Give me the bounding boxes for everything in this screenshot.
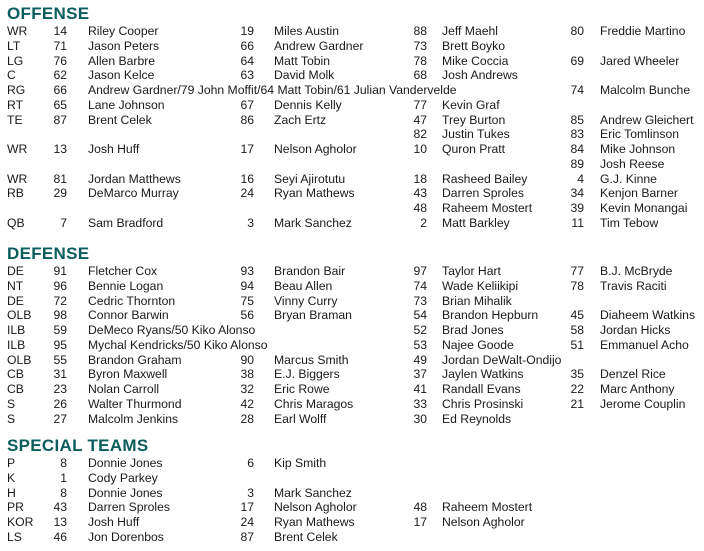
- player-2: Bryan Braman: [274, 308, 352, 323]
- player-3: Wade Keliikipi: [442, 278, 519, 293]
- jersey-4: 85: [570, 112, 584, 127]
- player-1: Jason Peters: [88, 38, 160, 53]
- player-4: Jordan Hicks: [600, 323, 671, 337]
- player-1: Malcolm Jenkins: [88, 411, 179, 426]
- jersey-4: 83: [570, 127, 584, 142]
- player-2: Ryan Mathews: [274, 186, 355, 201]
- player-3: Chris Prosinski: [442, 396, 524, 411]
- player-1: Josh Huff: [88, 142, 140, 156]
- player-4: Denzel Rice: [600, 367, 666, 382]
- jersey-3: 10: [413, 142, 427, 156]
- player-2: Ryan Mathews: [274, 515, 355, 529]
- player-3: Randall Evans: [442, 382, 521, 396]
- jersey-4: 35: [570, 367, 584, 382]
- player-3: Raheem Mostert: [442, 500, 533, 515]
- player-1: Andrew Gardner/79 John Moffit/64 Matt Tobin/61 Julian Vandervelde: [88, 83, 457, 97]
- jersey-2: 66: [240, 38, 254, 53]
- jersey-3: 54: [413, 308, 427, 323]
- jersey-2: 19: [240, 24, 254, 38]
- jersey-4: 77: [570, 264, 584, 278]
- player-2: E.J. Biggers: [274, 367, 340, 382]
- jersey-2: 3: [247, 215, 254, 230]
- player-1: Mychal Kendricks/50 Kiko Alonso: [88, 337, 268, 352]
- jersey-1: 91: [53, 264, 67, 278]
- player-1: Allen Barbre: [88, 53, 156, 68]
- player-3: Ed Reynolds: [442, 411, 512, 426]
- jersey-1: 71: [53, 38, 67, 53]
- jersey-2: 56: [240, 308, 254, 323]
- jersey-2: 75: [240, 293, 254, 308]
- position: S: [7, 411, 16, 426]
- player-1: Jason Kelce: [88, 68, 155, 83]
- player-1: Jordan Matthews: [88, 171, 181, 186]
- player-4: Tim Tebow: [600, 215, 659, 230]
- jersey-3: 33: [413, 396, 427, 411]
- jersey-4: 58: [570, 323, 584, 337]
- player-2: Nelson Agholor: [274, 500, 357, 515]
- jersey-4: 45: [570, 308, 584, 323]
- jersey-2: 90: [240, 352, 254, 367]
- position: WR: [7, 171, 28, 186]
- player-1: Brandon Graham: [88, 352, 182, 367]
- player-3: Rasheed Bailey: [442, 171, 528, 186]
- position: CB: [7, 382, 24, 396]
- jersey-3: 43: [413, 186, 427, 201]
- player-4: Emmanuel Acho: [600, 337, 689, 352]
- player-3: Brian Mihalik: [442, 293, 512, 308]
- player-1: Lane Johnson: [88, 97, 165, 112]
- player-1: Cedric Thornton: [88, 293, 176, 308]
- jersey-2: 63: [240, 68, 254, 83]
- jersey-1: 26: [53, 396, 67, 411]
- player-1: Darren Sproles: [88, 500, 170, 515]
- jersey-4: 4: [577, 171, 584, 186]
- position: OLB: [7, 352, 32, 367]
- jersey-4: 21: [570, 396, 584, 411]
- jersey-1: 95: [53, 337, 67, 352]
- jersey-1: 7: [60, 215, 67, 230]
- jersey-4: 84: [570, 142, 584, 156]
- player-3: Najee Goode: [442, 337, 514, 352]
- position: K: [7, 470, 16, 485]
- jersey-2: 38: [240, 367, 254, 382]
- position: RT: [7, 97, 24, 112]
- jersey-2: 94: [240, 278, 254, 293]
- player-3: Nelson Agholor: [442, 515, 525, 529]
- position: DE: [7, 293, 24, 308]
- jersey-3: 48: [413, 500, 427, 515]
- jersey-1: 23: [53, 382, 67, 396]
- player-3: Brett Boyko: [442, 38, 505, 53]
- jersey-3: 37: [413, 367, 427, 382]
- position: WR: [7, 142, 28, 156]
- player-4: Marc Anthony: [600, 382, 675, 396]
- player-1: Riley Cooper: [88, 24, 159, 38]
- jersey-2: 86: [240, 112, 254, 127]
- jersey-3: 48: [413, 201, 427, 215]
- jersey-1: 65: [53, 97, 67, 112]
- player-4: Kevin Monangai: [600, 201, 688, 215]
- jersey-2: 6: [247, 456, 254, 470]
- jersey-4: 39: [570, 201, 584, 215]
- position: ILB: [7, 337, 26, 352]
- player-1: Walter Thurmond: [88, 396, 182, 411]
- jersey-4: 69: [570, 53, 584, 68]
- player-2: Vinny Curry: [274, 293, 338, 308]
- player-4: Jared Wheeler: [600, 53, 680, 68]
- jersey-4: 80: [570, 24, 584, 38]
- player-3: Josh Andrews: [442, 68, 518, 83]
- jersey-1: 98: [53, 308, 67, 323]
- player-2: Seyi Ajirotutu: [274, 171, 346, 186]
- player-2: Mark Sanchez: [274, 215, 352, 230]
- position: TE: [7, 112, 23, 127]
- player-3: Mike Coccia: [442, 53, 509, 68]
- player-2: Chris Maragos: [274, 396, 354, 411]
- player-3: Matt Barkley: [442, 215, 510, 230]
- position: PR: [7, 500, 24, 515]
- jersey-1: 76: [53, 53, 67, 68]
- jersey-3: 53: [413, 337, 427, 352]
- player-4: G.J. Kinne: [600, 171, 657, 186]
- player-3: Jeff Maehl: [442, 24, 499, 38]
- jersey-1: 62: [53, 68, 67, 83]
- jersey-3: 97: [413, 264, 427, 278]
- section-title: DEFENSE: [7, 244, 90, 263]
- jersey-2: 3: [247, 485, 254, 500]
- jersey-1: 27: [53, 411, 67, 426]
- player-1: Fletcher Cox: [88, 264, 158, 278]
- player-4: B.J. McBryde: [600, 264, 673, 278]
- jersey-4: 11: [571, 215, 584, 230]
- jersey-2: 64: [240, 53, 254, 68]
- player-2: Brandon Bair: [274, 264, 346, 278]
- jersey-3: 88: [413, 24, 427, 38]
- jersey-3: 78: [413, 53, 427, 68]
- player-1: Nolan Carroll: [88, 382, 160, 396]
- jersey-1: 59: [53, 323, 67, 337]
- jersey-3: 18: [413, 171, 427, 186]
- jersey-2: 87: [240, 529, 254, 544]
- player-1: Sam Bradford: [88, 215, 164, 230]
- player-2: Eric Rowe: [274, 382, 330, 396]
- player-1: Byron Maxwell: [88, 367, 168, 382]
- player-4: Josh Reese: [600, 156, 665, 171]
- player-1: DeMeco Ryans/50 Kiko Alonso: [88, 323, 256, 337]
- jersey-1: 13: [53, 142, 67, 156]
- jersey-2: 67: [240, 97, 254, 112]
- jersey-1: 13: [53, 515, 67, 529]
- player-4: Mike Johnson: [600, 142, 676, 156]
- position: OLB: [7, 308, 32, 323]
- jersey-4: 34: [570, 186, 584, 201]
- player-4: Andrew Gleichert: [600, 112, 694, 127]
- position: C: [7, 68, 16, 83]
- player-3: Quron Pratt: [442, 142, 505, 156]
- jersey-1: 29: [53, 186, 67, 201]
- position: S: [7, 396, 16, 411]
- jersey-1: 81: [53, 171, 67, 186]
- position: LT: [7, 38, 21, 53]
- jersey-3: 52: [413, 323, 427, 337]
- jersey-4: 89: [570, 156, 584, 171]
- jersey-4: 22: [570, 382, 584, 396]
- player-2: Matt Tobin: [274, 53, 331, 68]
- player-3: Trey Burton: [442, 112, 506, 127]
- player-2: Zach Ertz: [274, 112, 327, 127]
- jersey-1: 96: [53, 278, 67, 293]
- jersey-1: 1: [60, 470, 67, 485]
- jersey-2: 16: [240, 171, 254, 186]
- jersey-3: 41: [413, 382, 427, 396]
- jersey-3: 73: [413, 293, 427, 308]
- position: WR: [7, 24, 28, 38]
- jersey-3: 74: [413, 278, 427, 293]
- player-1: Jon Dorenbos: [88, 529, 164, 544]
- jersey-4: 51: [570, 337, 584, 352]
- player-1: Josh Huff: [88, 515, 140, 529]
- position: ILB: [7, 323, 26, 337]
- player-2: Nelson Agholor: [274, 142, 357, 156]
- player-2: Mark Sanchez: [274, 485, 352, 500]
- position: QB: [7, 215, 25, 230]
- jersey-3: 17: [413, 515, 427, 529]
- player-3: Taylor Hart: [442, 264, 501, 278]
- player-3: Raheem Mostert: [442, 201, 533, 215]
- jersey-1: 87: [53, 112, 67, 127]
- position: RG: [7, 83, 26, 97]
- jersey-2: 17: [240, 500, 254, 515]
- section-title: SPECIAL TEAMS: [7, 436, 149, 455]
- player-3: Jordan DeWalt-Ondijo: [442, 352, 562, 367]
- player-2: Kip Smith: [274, 456, 327, 470]
- jersey-3: 77: [413, 97, 427, 112]
- jersey-1: 8: [60, 456, 67, 470]
- position: LG: [7, 53, 24, 68]
- jersey-1: 66: [53, 83, 67, 97]
- jersey-4: 74: [570, 83, 584, 97]
- position: KOR: [7, 515, 34, 529]
- section-title: OFFENSE: [7, 4, 90, 23]
- player-2: Marcus Smith: [274, 352, 349, 367]
- player-4: Freddie Martino: [600, 24, 686, 38]
- player-4: Travis Raciti: [600, 278, 667, 293]
- jersey-2: 93: [240, 264, 254, 278]
- player-3: Kevin Graf: [442, 97, 500, 112]
- player-2: Earl Wolff: [274, 411, 327, 426]
- player-2: Brent Celek: [274, 529, 338, 544]
- jersey-2: 17: [240, 142, 254, 156]
- player-4: Jerome Couplin: [600, 396, 686, 411]
- jersey-1: 46: [53, 529, 67, 544]
- player-1: Cody Parkey: [88, 470, 158, 485]
- jersey-1: 43: [53, 500, 67, 515]
- jersey-1: 55: [53, 352, 67, 367]
- player-2: Dennis Kelly: [274, 97, 342, 112]
- jersey-1: 72: [53, 293, 67, 308]
- player-4: Eric Tomlinson: [600, 127, 680, 142]
- player-3: Justin Tukes: [442, 127, 510, 142]
- player-4: Kenjon Barner: [600, 186, 678, 201]
- position: DE: [7, 264, 24, 278]
- jersey-3: 47: [413, 112, 427, 127]
- jersey-2: 24: [240, 515, 254, 529]
- jersey-3: 2: [420, 215, 427, 230]
- player-4: Diaheem Watkins: [600, 308, 696, 323]
- position: LS: [7, 529, 22, 544]
- player-1: Donnie Jones: [88, 456, 163, 470]
- jersey-2: 42: [240, 396, 254, 411]
- player-3: Brandon Hepburn: [442, 308, 539, 323]
- player-2: David Molk: [274, 68, 335, 83]
- jersey-1: 14: [53, 24, 67, 38]
- jersey-1: 31: [53, 367, 67, 382]
- jersey-3: 73: [413, 38, 427, 53]
- position: NT: [7, 278, 24, 293]
- player-2: Beau Allen: [274, 278, 333, 293]
- player-1: Bennie Logan: [88, 278, 164, 293]
- jersey-2: 28: [240, 411, 254, 426]
- jersey-2: 32: [240, 382, 254, 396]
- player-3: Darren Sproles: [442, 186, 524, 201]
- player-1: Connor Barwin: [88, 308, 169, 323]
- position: H: [7, 485, 16, 500]
- position: RB: [7, 186, 24, 201]
- position: P: [7, 456, 16, 470]
- jersey-2: 24: [240, 186, 254, 201]
- player-1: Brent Celek: [88, 112, 152, 127]
- jersey-3: 30: [413, 411, 427, 426]
- jersey-4: 78: [570, 278, 584, 293]
- player-4: Malcolm Bunche: [600, 83, 691, 97]
- player-3: Brad Jones: [442, 323, 504, 337]
- jersey-3: 68: [413, 68, 427, 83]
- player-2: Andrew Gardner: [274, 38, 364, 53]
- jersey-1: 8: [60, 485, 67, 500]
- position: CB: [7, 367, 24, 382]
- jersey-3: 49: [413, 352, 427, 367]
- player-2: Miles Austin: [274, 24, 340, 38]
- player-1: Donnie Jones: [88, 485, 163, 500]
- player-3: Jaylen Watkins: [442, 367, 524, 382]
- player-1: DeMarco Murray: [88, 186, 179, 201]
- jersey-3: 82: [413, 127, 427, 142]
